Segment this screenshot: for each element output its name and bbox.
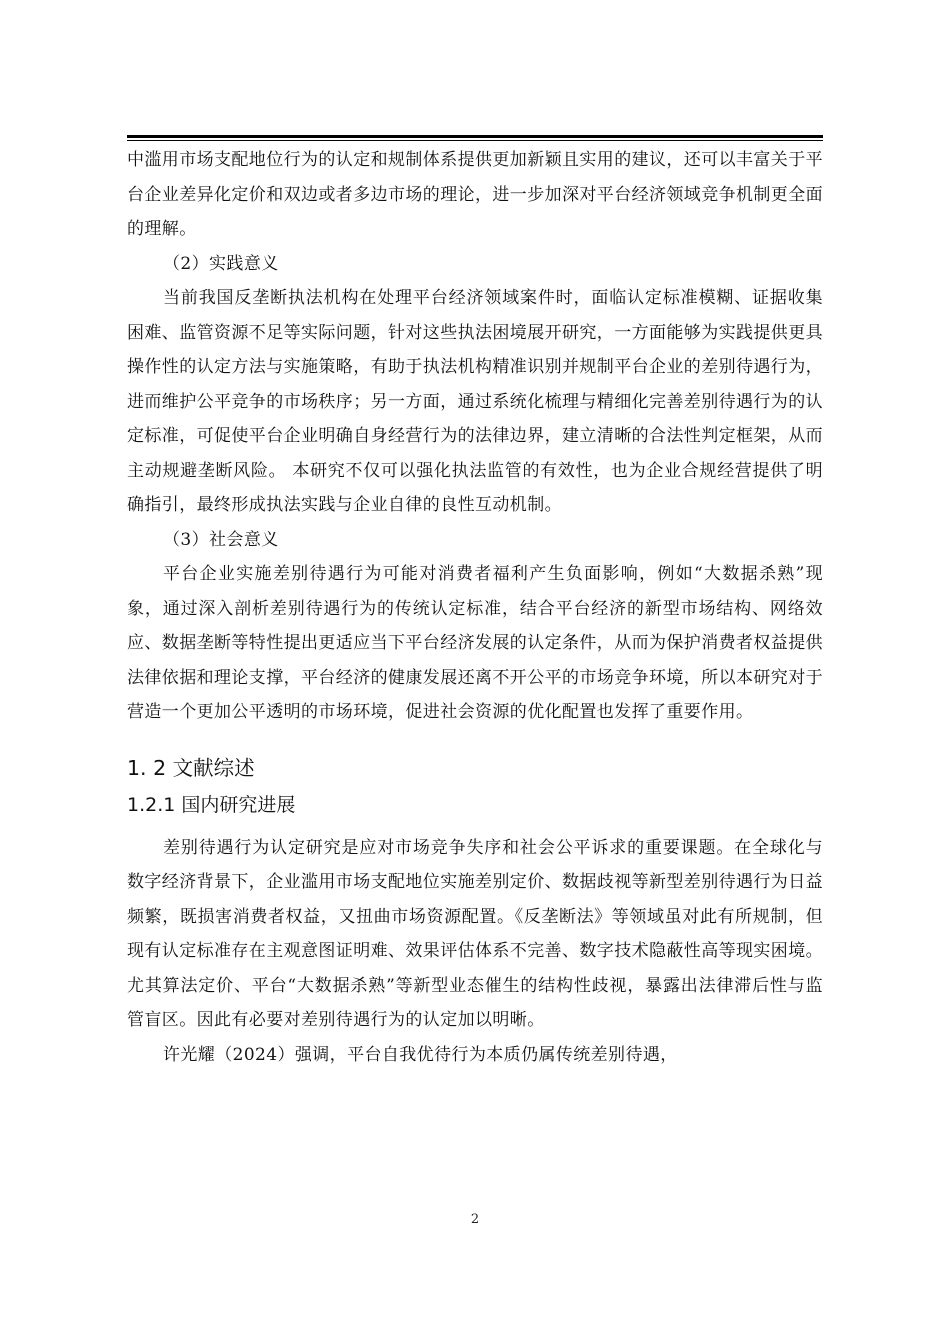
heading-domestic-research: 1.2.1 国内研究进展	[127, 793, 296, 816]
paragraph-continued: 中滥用市场支配地位行为的认定和规制体系提供更加新颖且实用的建议，还可以丰富关于平台企业差异化定价和双边或者多边市场的理论，进一步加深对平台经济领域竞争机制更全面的理解。	[127, 150, 823, 239]
paragraph-social: 平台企业实施差别待遇行为可能对消费者福利产生负面影响，例如“大数据杀熟”现象，通过深入剖析差别待遇行为的传统认定标准，结合平台经济的新型市场结构、网络效应、数据垄断等特性提出更适应当下平台经济发展的认定条件，从而为保护消费者权益提供法律依据和理论支撑，平台经济的健康发展还离不开公平的市场竞争环境，所以本研究对于营造一个更加公平透明的市场环境，促进社会资源的优化配置也发挥了重要作用。	[127, 564, 823, 722]
subheading-social: （3）社会意义	[163, 529, 279, 550]
paragraph-practice: 当前我国反垄断执法机构在处理平台经济领域案件时，面临认定标准模糊、证据收集困难、监管资源不足等实际问题，针对这些执法困境展开研究，一方面能够为实践提供更具操作性的认定方法与实施策略，有助于执法机构精准识别并规制平台企业的差别待遇行为，进而维护公平竞争的市场秩序；另一方面，通过系统化梳理与精细化完善差别待遇行为的认定标准，可促使平台企业明确自身经营行为的法律边界，建立清晰的合法性判定框架，从而主动规避垄断风险。 本研究不仅可以强化执法监管的有效性，也为企业合规经营提供了明确指引，最终形成执法实践与企业自律的良性互动机制。	[127, 288, 823, 515]
subheading-practice: （2）实践意义	[163, 253, 279, 274]
paragraph-xu-guangyao: 许光耀（2024）强调，平台自我优待行为本质仍属传统差别待遇，	[163, 1044, 678, 1065]
page-body	[127, 143, 823, 1072]
page-number: 2	[470, 1212, 480, 1227]
heading-literature-review: 1. 2 文献综述	[127, 755, 255, 780]
paragraph-domestic-research: 差别待遇行为认定研究是应对市场竞争失序和社会公平诉求的重要课题。在全球化与数字经济背景下，企业滥用市场支配地位实施差别定价、数据歧视等新型差别待遇行为日益频繁，既损害消费者权益，又扭曲市场资源配置。《反垄断法》等领域虽对此有所规制，但现有认定标准存在主观意图证明难、效果评估体系不完善、数字技术隐蔽性高等现实困境。尤其算法定价、平台“大数据杀熟”等新型业态催生的结构性歧视，暴露出法律滞后性与监管盲区。因此有必要对差别待遇行为的认定加以明晰。	[127, 837, 823, 1030]
header-rule-thin	[127, 140, 823, 141]
header-rule-thick	[127, 135, 823, 138]
